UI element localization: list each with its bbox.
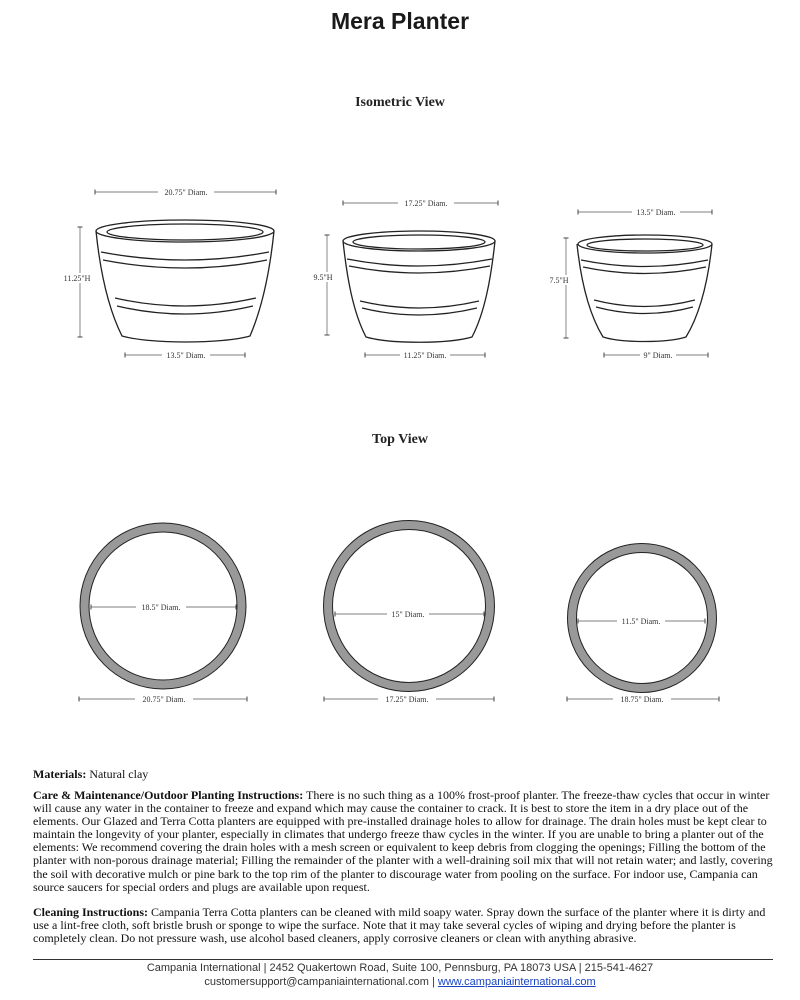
footer-website-link[interactable]: www.campaniainternational.com [437, 976, 596, 988]
top-view-heading: Top View [372, 432, 428, 447]
page-title: Mera Planter [330, 8, 470, 34]
isometric-planter-medium [343, 231, 495, 342]
medium-bottom-diameter: 11.25" Diam. [403, 351, 447, 360]
care-text: There is no such thing as a 100% frost-proof planter. The freeze-thaw cycles that occur in winter will cause any water in the container to freeze and expand which may cause the container to crack. It is best to store the item in a dry place out of the elements. Our Glazed and Terra Cotta planters are equipped with pre-installed drainage holes to allow for drainage. The drain holes must be kept clear to maintain the longevity of your planter, especially in climates that undergo freeze thaw cycles in the winter. If you are unable to bring a planter out of the elements: We recommend covering the drain holes with a mesh screen or equivalent to keep debris from clogging the openings; Filling the bottom of the planter with non-porous drainage material; Filling the remainder of the planter with a well-draining soil mix that will not retain water; and lastly, covering the soil with decorative mulch or pine bark to the top rim of the planter to discourage water from pooling on the surface. For indoor use, Campania can source saucers for special orders and plugs are available upon request. [33, 788, 773, 894]
large-top-diameter: 20.75" Diam. [164, 188, 208, 197]
isometric-planter-small [577, 235, 712, 342]
materials-label: Materials: [33, 767, 87, 781]
materials-paragraph [33, 768, 773, 781]
medium-inner-diameter: 15" Diam. [391, 610, 425, 619]
top-view-medium [324, 521, 495, 692]
large-height: 11.25"H [63, 274, 91, 283]
care-paragraph [33, 789, 773, 894]
footer-contact [0, 976, 800, 988]
care-label: Care & Maintenance/Outdoor Planting Instructions: [33, 788, 304, 802]
materials-text: Natural clay [89, 767, 149, 781]
footer-address: Campania International | 2452 Quakertown Road, Suite 100, Pennsburg, PA 18073 USA | 215-541-4627 [146, 962, 654, 974]
isometric-planter-large [96, 220, 274, 342]
isometric-view-heading: Isometric View [355, 95, 445, 110]
medium-outer-diameter: 17.25" Diam. [385, 695, 429, 704]
footer-divider [33, 959, 773, 960]
cleaning-paragraph [33, 906, 773, 945]
cleaning-text: Campania Terra Cotta planters can be cleaned with mild soapy water. Spray down the surface of the planter where it is dirty and use a lint-free cloth, soft bristle brush or sponge to wipe the surface. Note that it may take several cycles of wiping and drying before the planter is completely clean. Do not pressure wash, use alcohol based cleaners, apply corrosive cleaners or clean with anything abrasive. [33, 905, 766, 946]
small-bottom-diameter: 9" Diam. [643, 351, 673, 360]
cleaning-label: Cleaning Instructions: [33, 905, 149, 919]
large-outer-diameter: 20.75" Diam. [142, 695, 186, 704]
small-outer-diameter: 18.75" Diam. [620, 695, 664, 704]
footer-separator: | [428, 976, 438, 988]
large-bottom-diameter: 13.5" Diam. [166, 351, 206, 360]
medium-height: 9.5"H [313, 273, 333, 282]
small-top-diameter: 13.5" Diam. [636, 208, 676, 217]
large-inner-diameter: 18.5" Diam. [141, 603, 181, 612]
footer-email[interactable]: customersupport@campaniainternational.com [204, 976, 429, 988]
small-height: 7.5"H [549, 276, 569, 285]
medium-top-diameter: 17.25" Diam. [404, 199, 448, 208]
small-inner-diameter: 11.5" Diam. [621, 617, 661, 626]
